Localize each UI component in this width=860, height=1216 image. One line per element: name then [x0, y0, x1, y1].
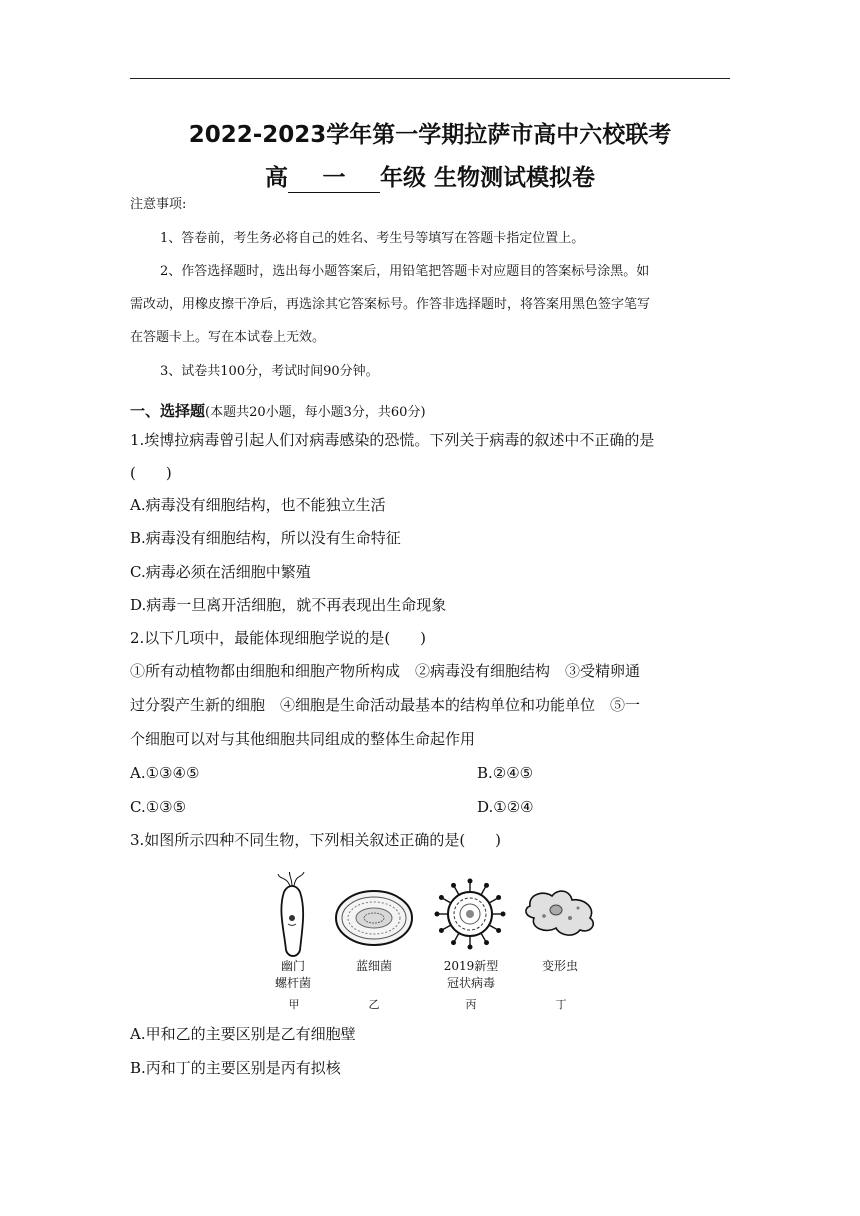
- section-heading: [130, 401, 426, 423]
- organism-name-1: 幽门: [280, 959, 305, 973]
- q3-option-b: B.丙和丁的主要区别是丙有拟核: [130, 1059, 341, 1077]
- organism-name-3: 2019新型: [443, 959, 499, 973]
- q2-option-b: B.②④⑤: [477, 764, 534, 782]
- organism-tag-4: 丁: [555, 998, 567, 1011]
- organism-label-4: [532, 958, 588, 975]
- exam-subtitle: [0, 159, 860, 193]
- q2-option-c: C.①③⑤: [130, 798, 187, 816]
- organism-name-2: 蓝细菌: [355, 959, 392, 973]
- notice-item-2-end: 在答题卡上。写在本试卷上无效。: [130, 330, 326, 345]
- q3-option-a: A.甲和乙的主要区别是乙有细胞壁: [130, 1025, 356, 1043]
- q1-stem: 1.埃博拉病毒曾引起人们对病毒感染的恐慌。下列关于病毒的叙述中不正确的是: [130, 431, 655, 449]
- q1-stem-cont: ( ): [130, 464, 172, 482]
- q2-items-line3: 个细胞可以对与其他细胞共同组成的整体生命起作用: [130, 730, 476, 748]
- grade-prefix: 高: [264, 165, 288, 191]
- cyanobacterium-icon: [336, 891, 412, 945]
- q2-items-line2: 过分裂产生新的细胞 ④细胞是生命活动最基本的结构单位和功能单位 ⑤一: [130, 696, 641, 714]
- notice-heading: 注意事项:: [130, 197, 187, 212]
- exam-title: 2022-2023学年第一学期拉萨市高中六校联考: [188, 122, 672, 148]
- q3-stem: 3.如图所示四种不同生物，下列相关叙述正确的是( ): [130, 831, 502, 849]
- organism-name-3b: 冠状病毒: [446, 976, 495, 990]
- q2-option-d: D.①②④: [477, 798, 534, 816]
- coronavirus-icon: [435, 879, 506, 950]
- organism-tag-2: 乙: [368, 998, 380, 1011]
- section-subtitle: (本题共20小题，每小题3分，共60分): [205, 405, 426, 420]
- organisms-illustration: [262, 872, 602, 967]
- amoeba-icon: [526, 891, 593, 935]
- grade-suffix: 年级 生物测试模拟卷: [379, 165, 595, 191]
- q2-stem: 2.以下几项中，最能体现细胞学说的是( ): [130, 629, 427, 647]
- organism-name-4: 变形虫: [541, 959, 578, 973]
- grade-blank: 一: [288, 159, 380, 193]
- q1-option-b: B.病毒没有细胞结构，所以没有生命特征: [130, 529, 401, 547]
- section-title: 一、选择题: [130, 402, 206, 420]
- q2-option-a: A.①③④⑤: [130, 764, 200, 782]
- organism-label-1: [270, 958, 316, 992]
- q2-items-line1: ①所有动植物都由细胞和细胞产物所构成 ②病毒没有细胞结构 ③受精卵通: [130, 662, 641, 680]
- bacterium-icon: [278, 872, 304, 956]
- organism-label-3: [436, 958, 506, 992]
- q3-figure: [262, 872, 602, 1012]
- notice-item-2: 2、作答选择题时，选出每小题答案后，用铅笔把答题卡对应题目的答案标号涂黑。如: [160, 264, 650, 279]
- notice-item-3: 3、试卷共100分，考试时间90分钟。: [160, 364, 379, 379]
- organism-label-2: [344, 958, 404, 975]
- notice-item-1: 1、答卷前，考生务必将自己的姓名、考生号等填写在答题卡指定位置上。: [160, 231, 585, 246]
- q1-option-d: D.病毒一旦离开活细胞，就不再表现出生命现象: [130, 596, 447, 614]
- notice-item-2-cont: 需改动，用橡皮擦干净后，再选涂其它答案标号。作答非选择题时，将答案用黑色签字笔写: [130, 297, 651, 312]
- header-rule: [130, 78, 730, 79]
- organism-tag-3: 丙: [465, 998, 477, 1011]
- q1-option-a: A.病毒没有细胞结构，也不能独立生活: [130, 496, 386, 514]
- organism-name-1b: 螺杆菌: [274, 976, 311, 990]
- q1-option-c: C.病毒必须在活细胞中繁殖: [130, 563, 311, 581]
- organism-tag-1: 甲: [288, 998, 300, 1011]
